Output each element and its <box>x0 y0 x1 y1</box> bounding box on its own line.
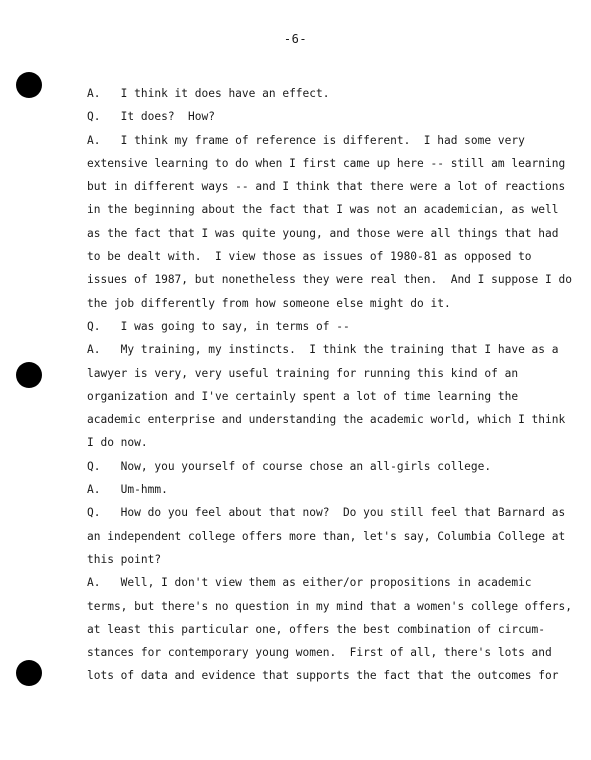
transcript-line: issues of 1987, but nonetheless they were real then. And I suppose I do <box>87 273 572 287</box>
transcript-line: A. I think it does have an effect. <box>87 87 330 100</box>
transcript-line: academic enterprise and understanding the academic world, which I think <box>87 413 566 427</box>
transcript-line: to be dealt with. I view those as issues of 1980-81 as opposed to <box>87 250 532 264</box>
transcript-line: but in different ways -- and I think that there were a lot of reactions <box>87 180 566 194</box>
transcript-line: Q. Now, you yourself of course chose an all-girls college. <box>87 459 492 473</box>
transcript-line: terms, but there's no question in my mind that a women's college offers, <box>87 599 572 613</box>
binder-hole-bottom <box>16 660 42 686</box>
transcript-line: stances for contemporary young women. First of all, there's lots and <box>87 646 552 660</box>
transcript-line: I do now. <box>87 436 148 450</box>
transcript-line: lots of data and evidence that supports the fact that the outcomes for <box>87 669 559 683</box>
binder-hole-middle <box>16 362 42 388</box>
transcript-line: the job differently from how someone else might do it. <box>87 296 451 310</box>
transcript-line: A. My training, my instincts. I think the training that I have as a <box>87 343 559 357</box>
transcript-line: as the fact that I was quite young, and those were all things that had <box>87 226 559 240</box>
transcript-line: A. I think my frame of reference is different. I had some very <box>87 133 525 147</box>
transcript-line: at least this particular one, offers the best combination of circum- <box>87 622 546 636</box>
transcript-line: organization and I've certainly spent a lot of time learning the <box>87 389 519 403</box>
transcript-line: in the beginning about the fact that I was not an academician, as well <box>87 203 559 217</box>
transcript-body <box>87 82 572 688</box>
page-number: -6- <box>283 32 308 46</box>
binder-hole-top <box>16 72 42 98</box>
transcript-line: lawyer is very, very useful training for running this kind of an <box>87 366 519 380</box>
transcript-line: Q. It does? How? <box>87 110 215 124</box>
transcript-line: Q. I was going to say, in terms of -- <box>87 319 350 333</box>
transcript-line: extensive learning to do when I first came up here -- still am learning <box>87 156 566 170</box>
transcript-line: A. Um-hmm. <box>87 483 168 497</box>
transcript-line: A. Well, I don't view them as either/or propositions in academic <box>87 576 532 590</box>
transcript-line: this point? <box>87 552 162 566</box>
transcript-line: an independent college offers more than, let's say, Columbia College at <box>87 529 566 543</box>
transcript-line: Q. How do you feel about that now? Do you still feel that Barnard as <box>87 506 566 520</box>
